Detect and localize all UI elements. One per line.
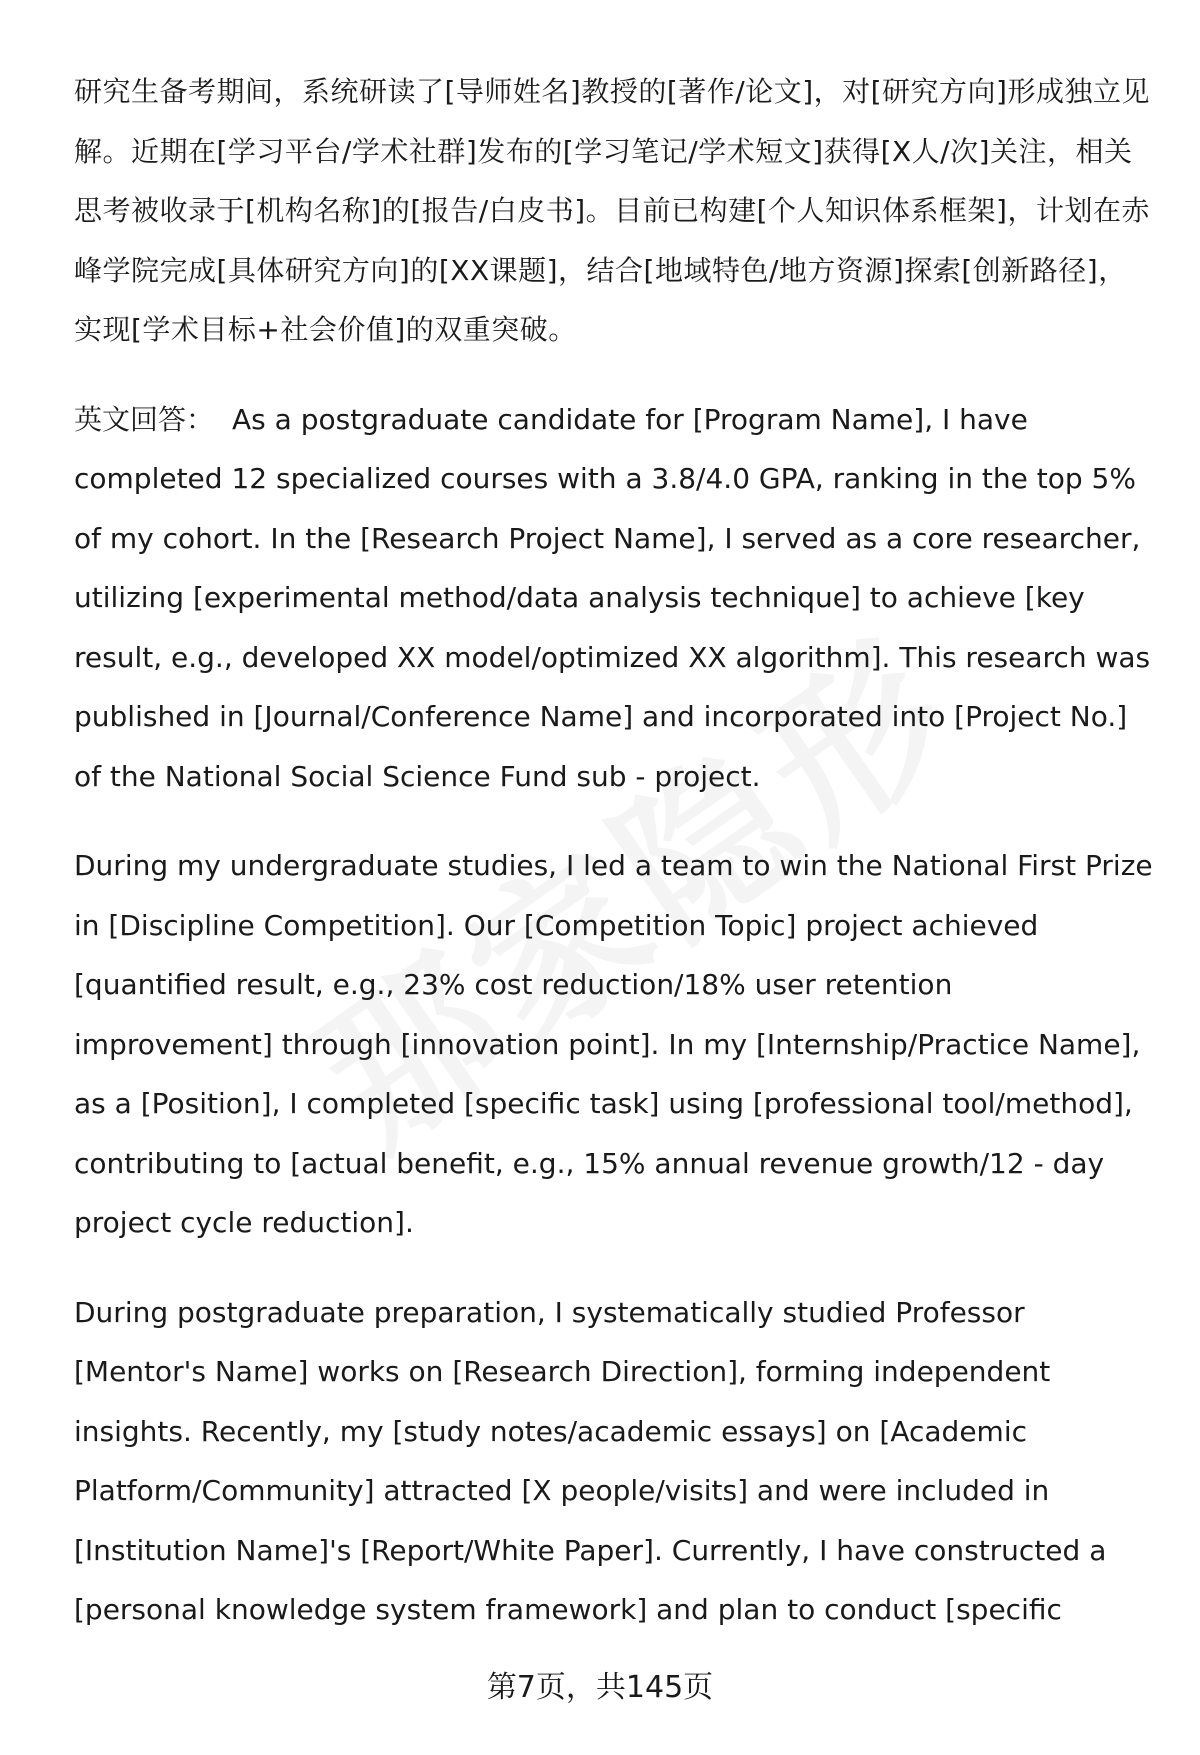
paragraph-text: During my undergraduate studies, I led a team to win the National First Prize in [Discipline Competition]. Our [Competition Topic] project achieved [quantified result, e.g., 23% cost reduction/18% user retention improvement] through [innovation point]. In my [Internship/Practice Name], as a [Position], I completed [specific task] using [professional tool/method], contributing to [actual benefit, e.g., 15% annual revenue growth/12 - day project cycle reduction]. [74,849,1153,1239]
paragraph-chinese-answer [74,62,1154,360]
paragraph-english-answer-intro [74,390,1154,807]
paragraph-text: During postgraduate preparation, I systematically studied Professor [Mentor's Name] works on [Research Direction], forming independent insights. Recently, my [study notes/academic essays] on [Academic Platform/Community] attracted [X people/visits] and were included in [Institution Name]'s [Report/White Paper]. Currently, I have constructed a [personal knowledge system framework] and plan to conduct [specific [74,1295,1107,1626]
document-body [74,62,1154,1670]
paragraph-text: 研究生备考期间，系统研读了[导师姓名]教授的[著作/论文]，对[研究方向]形成独立见解。近期在[学习平台/学术社群]发布的[学习笔记/学术短文]获得[X人/次]关注，相关思考被收录于[机构名称]的[报告/白皮书]。目前已构建[个人知识体系框架]，计划在赤峰学院完成[具体研究方向]的[XX课题]，结合[地域特色/地方资源]探索[创新路径]，实现[学术目标+社会价值]的双重突破。 [74,75,1150,346]
english-answer-label: 英文回答： [74,402,215,436]
paragraph-undergraduate [74,836,1154,1253]
paragraph-text: As a postgraduate candidate for [Program Name], I have completed 12 specialized courses with a 3.8/4.0 GPA, ranking in the top 5% of my cohort. In the [Research Project Name], I served as a core researcher, utilizing [experimental method/data analysis technique] to achieve [key result, e.g., developed XX model/optimized XX algorithm]. This research was published in [Journal/Conference Name] and incorporated into [Project No.] of the National Social Science Fund sub - project. [74,402,1151,793]
paragraph-postgraduate-prep [74,1283,1154,1640]
page-number-footer: 第7页，共145页 [486,1670,714,1705]
